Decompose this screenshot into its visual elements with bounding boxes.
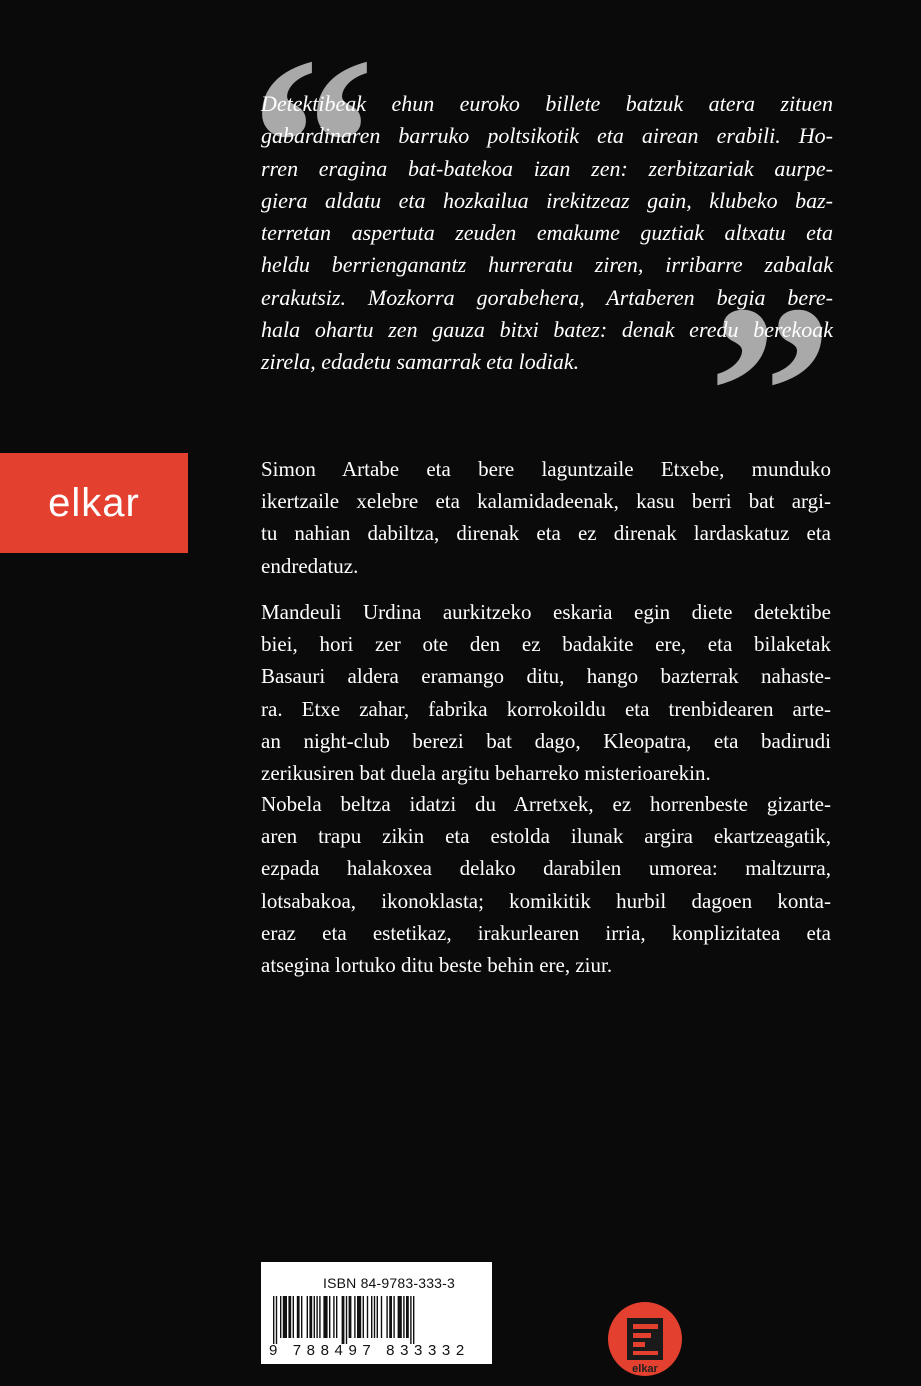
blurb-paragraph-1 bbox=[261, 453, 831, 582]
barcode-bar bbox=[319, 1296, 320, 1338]
barcode-bar bbox=[297, 1296, 300, 1338]
barcode-bar bbox=[371, 1296, 372, 1338]
barcode-bar bbox=[301, 1296, 302, 1338]
paragraph-line: lotsabakoa, ikonoklasta; komikitik hurbil dagoen konta- bbox=[261, 888, 831, 913]
barcode-bar bbox=[293, 1296, 294, 1338]
barcode-label bbox=[261, 1262, 492, 1364]
paragraph-line: an night-club berezi bat dago, Kleopatra, eta badirudi bbox=[261, 728, 831, 753]
close-quote-mark: ” bbox=[708, 254, 833, 531]
barcode-bar bbox=[410, 1296, 411, 1344]
paragraph-line: atsegina lortuko ditu beste behin ere, ziur. bbox=[261, 953, 613, 978]
barcode-bar bbox=[342, 1296, 345, 1344]
barcode-bar bbox=[386, 1296, 387, 1338]
excerpt-quote bbox=[261, 88, 833, 379]
quote-line: Detektibeak ehun euroko billete batzuk atera zituen bbox=[261, 91, 833, 116]
quote-line: heldu berrienganantz hurreratu ziren, irribarre zabalak bbox=[261, 252, 833, 278]
brand-box-label: elkar bbox=[48, 480, 140, 525]
publisher-brand-box bbox=[0, 453, 188, 553]
quote-line: erakutsiz. Mozkorra gorabehera, Artaberen begia bere- bbox=[261, 284, 833, 310]
isbn-text: ISBN 84-9783-333-3 bbox=[323, 1275, 456, 1291]
barcode-bar bbox=[393, 1296, 394, 1338]
blurb-paragraph-2 bbox=[261, 596, 831, 789]
barcode-bars bbox=[271, 1296, 483, 1344]
paragraph-line: zerikusiren bat duela argitu beharreko misterioarekin. bbox=[261, 761, 711, 786]
barcode-bar bbox=[276, 1296, 277, 1344]
paragraph-line: Mandeuli Urdina aurkitzeko eskaria egin diete detektibe bbox=[261, 600, 831, 624]
quote-line: zirela, edadetu samarrak eta lodiak. bbox=[261, 349, 580, 375]
paragraph-line: ikertzaile xelebre eta kalamidadeenak, kasu berri bat argi- bbox=[261, 489, 831, 514]
paragraph-line: tu nahian dabiltza, direnak eta ez direnak lardaskatuz eta bbox=[261, 521, 831, 546]
barcode-bar bbox=[283, 1296, 287, 1338]
barcode-bar bbox=[333, 1296, 334, 1338]
barcode-bar bbox=[377, 1296, 378, 1338]
quote-line: giera aldatu eta hozkailua irekitzeaz gain, klubeko baz- bbox=[261, 187, 833, 213]
barcode-bar bbox=[309, 1296, 312, 1338]
paragraph-line: aren trapu zikin eta estolda ilunak argira ekartzeagatik, bbox=[261, 824, 831, 849]
open-quote-mark: “ bbox=[250, 6, 375, 283]
barcode-bar bbox=[323, 1296, 327, 1338]
blurb-paragraph-3 bbox=[261, 788, 831, 981]
barcode-bar bbox=[349, 1296, 352, 1338]
publisher-logo-label: elkar bbox=[632, 1363, 658, 1375]
paragraph-line: ezpada halakoxea delako darabilen umorea: maltzurra, bbox=[261, 856, 831, 881]
barcode-bar bbox=[413, 1296, 414, 1344]
quote-line: terretan aspertuta zeuden emakume guztiak altxatu eta bbox=[261, 220, 833, 246]
barcode-bar bbox=[406, 1296, 409, 1338]
barcode-bar bbox=[403, 1296, 404, 1338]
barcode-bar bbox=[357, 1296, 361, 1338]
barcode-bar bbox=[354, 1296, 355, 1338]
barcode-bar bbox=[374, 1296, 375, 1338]
barcode-bar bbox=[336, 1296, 337, 1338]
paragraph-line: Basauri aldera eramango ditu, hango bazterrak nahaste- bbox=[261, 664, 831, 689]
barcode-bar bbox=[288, 1296, 291, 1338]
paragraph-line: eraz eta estetikaz, irakurlearen irria, konplizitatea eta bbox=[261, 920, 831, 945]
barcode-bar bbox=[367, 1296, 368, 1338]
barcode-bar bbox=[329, 1296, 330, 1338]
barcode-bar bbox=[389, 1296, 392, 1338]
paragraph-line: biei, hori zer ote den ez badakite ere, eta bilaketak bbox=[261, 632, 831, 657]
quote-line: gabardinaren barruko poltsikotik eta airean erabili. Ho- bbox=[261, 123, 833, 149]
quote-line: hala ohartu zen gauza bitxi batez: denak eredu berekoak bbox=[261, 317, 833, 343]
paragraph-line: ra. Etxe zahar, fabrika korrokoildu eta trenbidearen arte- bbox=[261, 696, 831, 721]
paragraph-line: endredatuz. bbox=[261, 553, 359, 578]
paragraph-line: Nobela beltza idatzi du Arretxek, ez horrenbeste gizarte- bbox=[261, 792, 831, 816]
barcode-bar bbox=[316, 1296, 317, 1338]
paragraph-line: Simon Artabe eta bere laguntzaile Etxebe, munduko bbox=[261, 457, 831, 481]
barcode-bar bbox=[346, 1296, 347, 1344]
barcode-bar bbox=[381, 1296, 382, 1338]
barcode-bar bbox=[363, 1296, 364, 1338]
barcode-bar bbox=[398, 1296, 402, 1338]
barcode-bar bbox=[280, 1296, 281, 1338]
ean-digits: 9 788497 833332 bbox=[269, 1342, 470, 1359]
barcode-bar bbox=[307, 1296, 308, 1338]
quote-line: rren eragina bat-batekoa izan zen: zerbitzariak aurpe- bbox=[261, 155, 833, 181]
barcode-bar bbox=[314, 1296, 315, 1338]
barcode-bar bbox=[273, 1296, 274, 1344]
